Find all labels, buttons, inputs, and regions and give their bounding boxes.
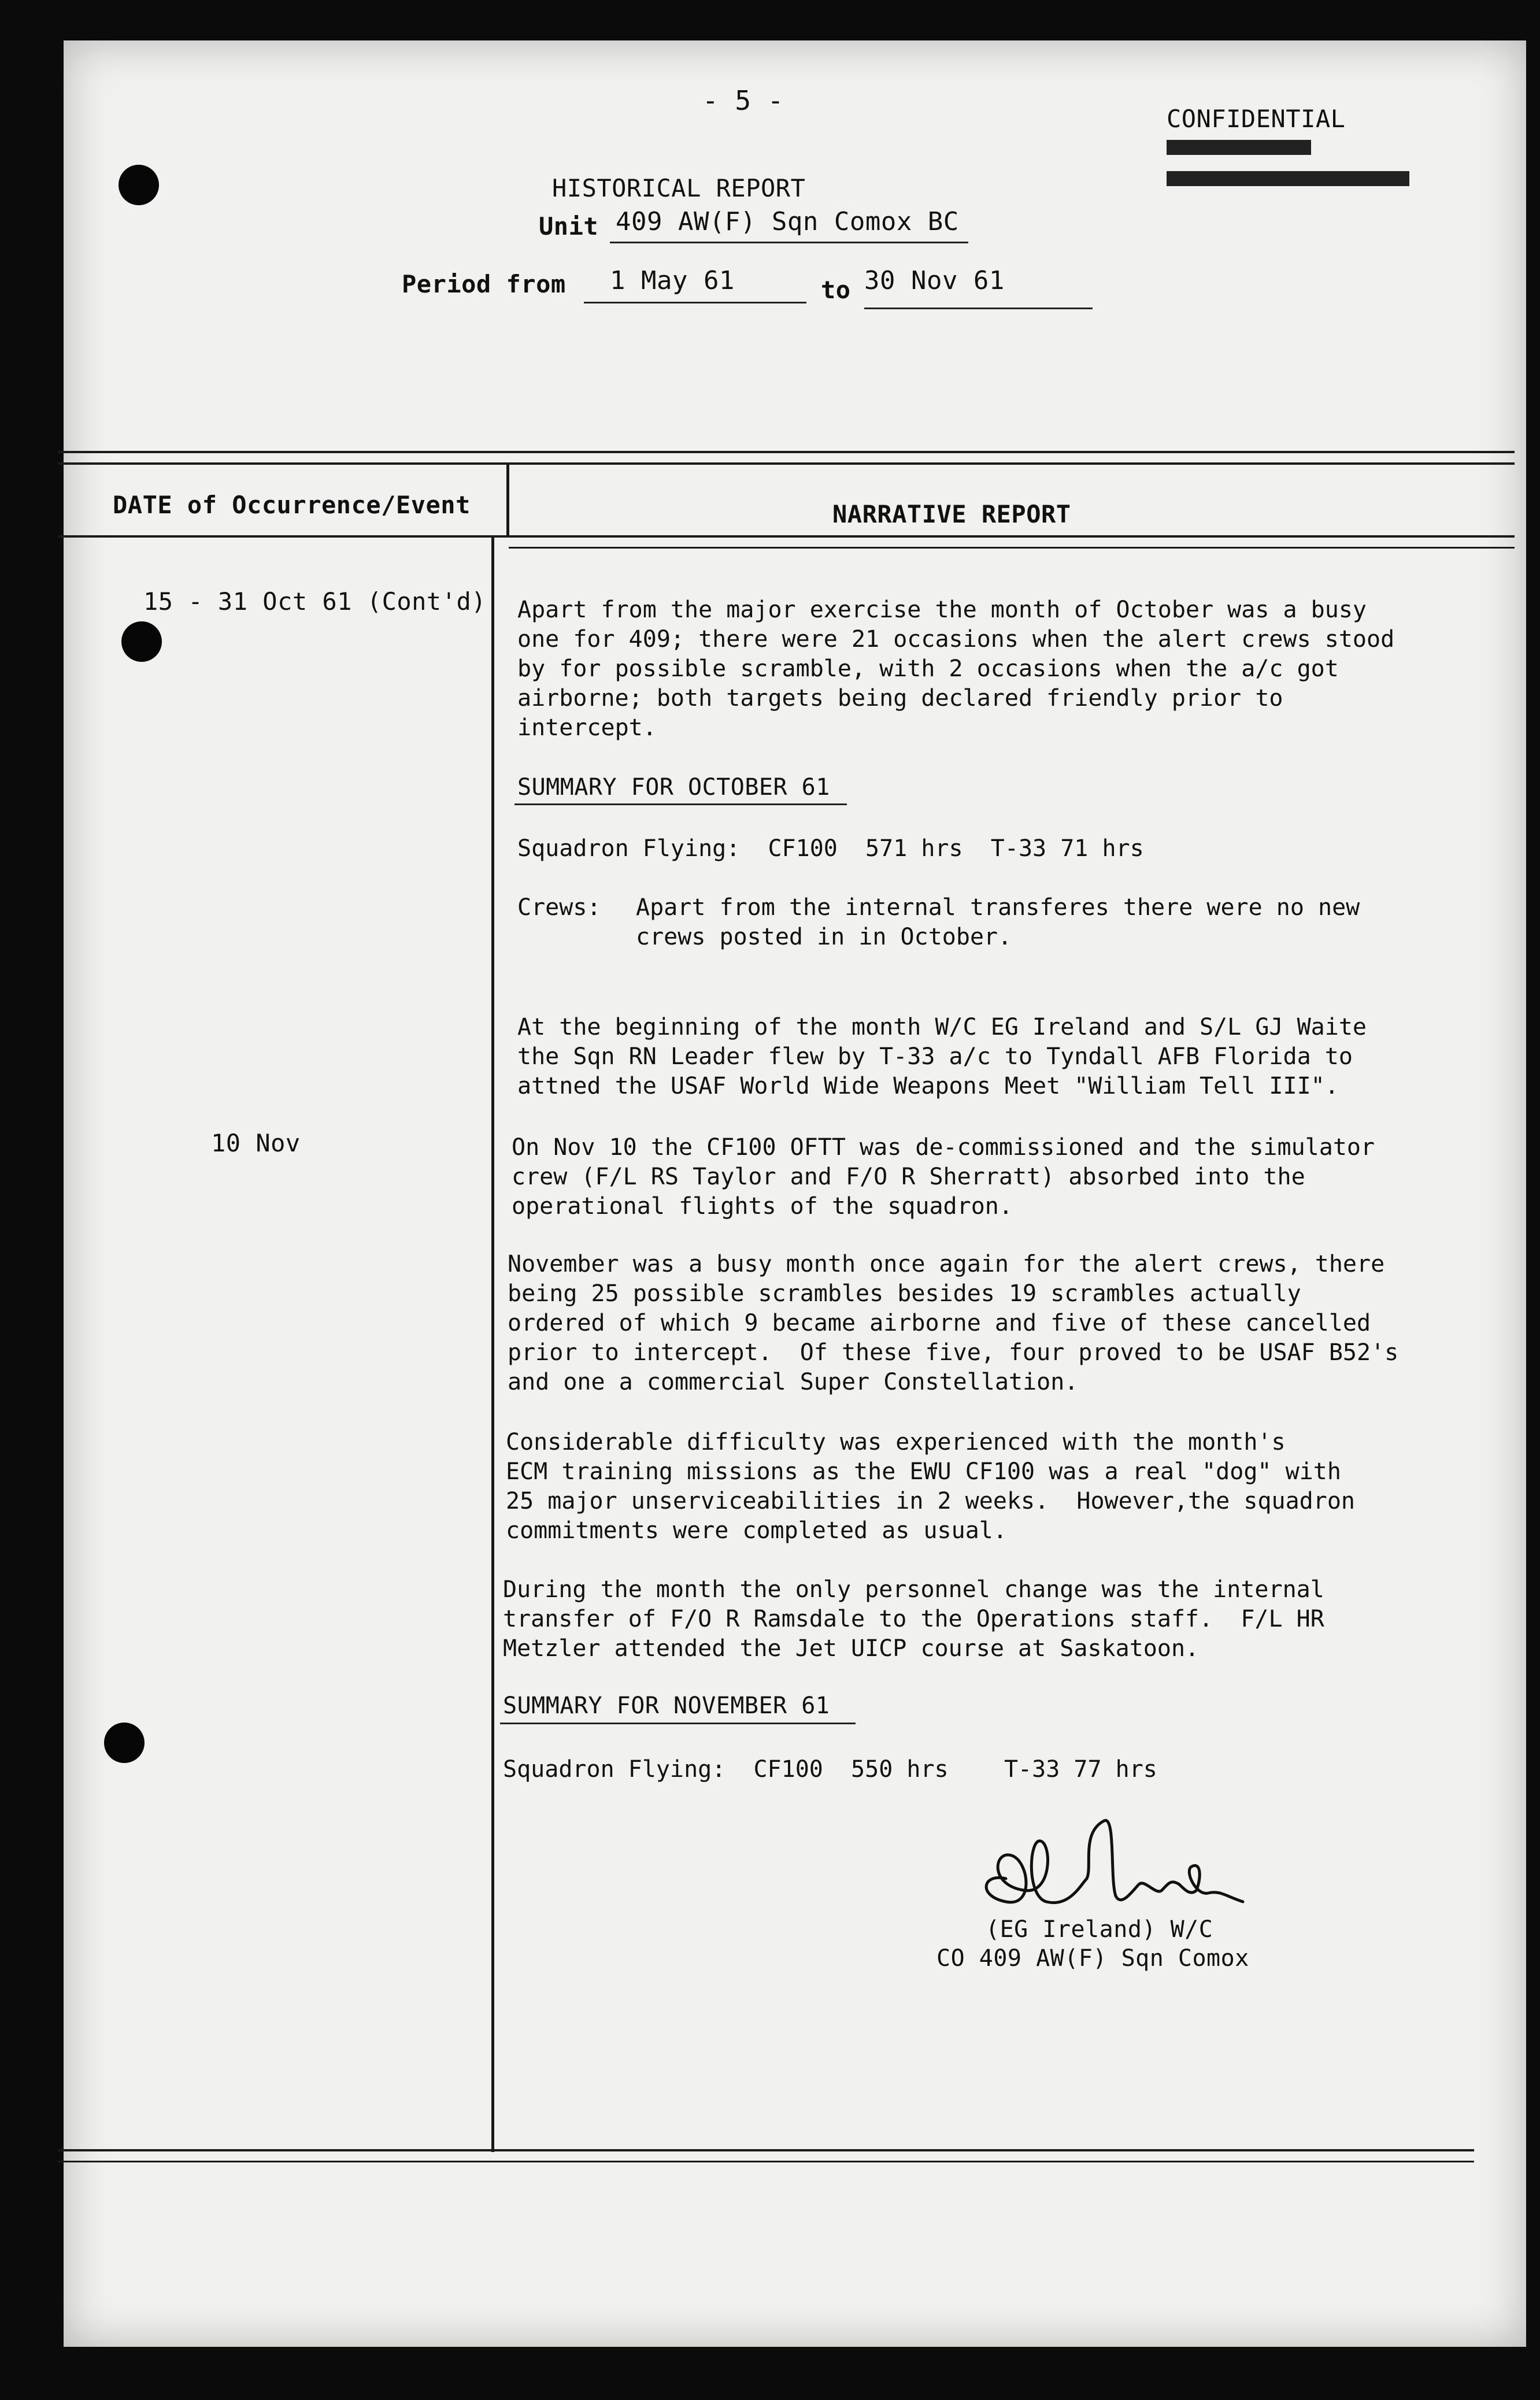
narrative-paragraph-3: On Nov 10 the CF100 OFTT was de-commissioned and the simulator crew (F/L RS Taylor and F/O R Sherratt) absorbed into the operational flights of the squadron. <box>512 1134 1375 1220</box>
redacted-marking-1 <box>1167 140 1311 155</box>
event-date-2: 10 Nov <box>211 1129 301 1157</box>
unit-label: Unit <box>539 212 599 240</box>
signature-name: (EG Ireland) W/C <box>986 1916 1213 1943</box>
table-header-rule-1 <box>58 535 1515 538</box>
narrative-column-header: NARRATIVE REPORT <box>832 500 1071 528</box>
november-flying-hours: Squadron Flying: CF100 550 hrs T-33 77 hrs <box>503 1756 1157 1783</box>
unit-value: 409 AW(F) Sqn Comox BC <box>616 207 959 236</box>
classification-label: CONFIDENTIAL <box>1167 105 1346 133</box>
summary-october-underline <box>514 803 847 805</box>
narrative-paragraph-4: November was a busy month once again for the alert crews, there being 25 possible scrambles besides 19 scrambles actually ordered of which 9 became airborne and five of these cancelled prior to intercept. Of these five, four proved to be USAF B52's and one a commercial Super Constellation. <box>508 1251 1399 1395</box>
table-bottom-rule-2 <box>58 2161 1474 2162</box>
narrative-paragraph-6: During the month the only personnel change was the internal transfer of F/O R Ramsdale to the Operations staff. F/L HR Metzler attended the Jet UICP course at Saskatoon. <box>503 1576 1324 1662</box>
period-from-underline <box>584 302 806 303</box>
period-to-value: 30 Nov 61 <box>864 266 1005 295</box>
period-to-label: to <box>821 276 851 304</box>
crews-text: Apart from the internal transferes there were no new crews posted in in October. <box>636 894 1360 950</box>
table-bottom-rule <box>58 2149 1474 2151</box>
period-label: Period from <box>402 270 566 298</box>
page-number: - 5 - <box>702 85 784 116</box>
unit-underline <box>610 242 968 243</box>
binder-hole-middle <box>121 621 162 662</box>
narrative-paragraph-5: Considerable difficulty was experienced with the month's ECM training missions as the EWU CF100 was a real "dog" with 25 major unserviceabilities in 2 weeks. However,the squadron commitments were completed as usual. <box>506 1429 1356 1544</box>
table-top-rule-1 <box>58 451 1515 453</box>
summary-october-heading: SUMMARY FOR OCTOBER 61 <box>517 774 830 801</box>
period-from-value: 1 May 61 <box>610 266 735 295</box>
summary-november-underline <box>500 1723 856 1724</box>
column-divider <box>506 462 509 536</box>
event-date-1: 15 - 31 Oct 61 (Cont'd) <box>143 587 487 616</box>
narrative-paragraph-1: Apart from the major exercise the month of October was a busy one for 409; there were 21 occasions when the alert crews stood by for possible scramble, with 2 occasions when the a/c got airborne; both targets being declared friendly prior to intercept. <box>517 597 1395 741</box>
period-to-underline <box>864 308 1093 309</box>
binder-hole-top <box>119 165 159 205</box>
report-title: HISTORICAL REPORT <box>552 174 806 202</box>
binder-hole-bottom <box>104 1723 145 1763</box>
table-header-rule-2 <box>509 547 1515 549</box>
redacted-marking-2 <box>1167 171 1409 186</box>
narrative-paragraph-2: At the beginning of the month W/C EG Ireland and S/L GJ Waite the Sqn RN Leader flew by T-33 a/c to Tyndall AFB Florida to attned the USAF World Wide Weapons Meet "William Tell III". <box>517 1014 1367 1099</box>
october-flying-hours: Squadron Flying: CF100 571 hrs T-33 71 hrs <box>517 835 1144 862</box>
summary-november-heading: SUMMARY FOR NOVEMBER 61 <box>503 1692 830 1719</box>
column-divider-lower <box>491 536 494 2152</box>
crews-label: Crews: <box>517 894 601 921</box>
handwritten-signature <box>971 1809 1249 1925</box>
signature-title: CO 409 AW(F) Sqn Comox <box>936 1945 1249 1972</box>
table-top-rule-2 <box>58 462 1515 465</box>
date-column-header: DATE of Occurrence/Event <box>113 491 471 519</box>
